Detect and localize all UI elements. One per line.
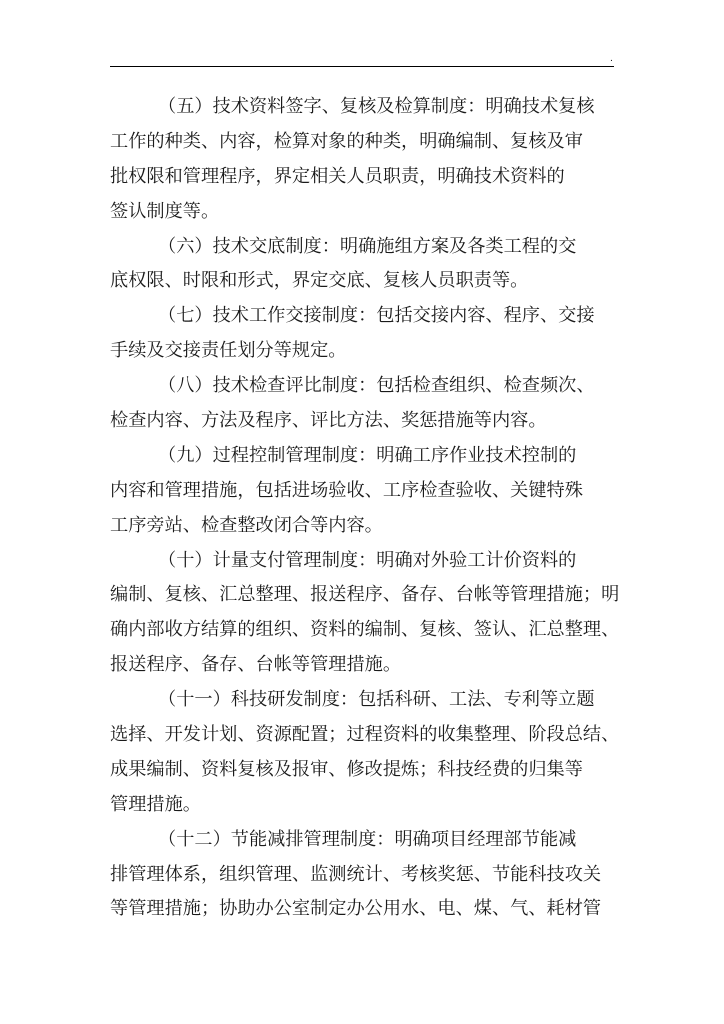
header-rule bbox=[110, 66, 614, 67]
paragraph-6-line-1: （六）技术交底制度：明确施组方案及各类工程的交 bbox=[158, 235, 577, 257]
paragraph-7-line-2: 手续及交接责任划分等规定。 bbox=[110, 340, 347, 362]
paragraph-12-line-1: （十二）节能减排管理制度：明确项目经理部节能减 bbox=[158, 828, 577, 850]
paragraph-5-line-1: （五）技术资料签字、复核及检算制度：明确技术复核 bbox=[158, 96, 595, 117]
paragraph-9-line-1: （九）过程控制管理制度：明确工序作业技术控制的 bbox=[158, 444, 577, 466]
paragraph-7-line-1: （七）技术工作交接制度：包括交接内容、程序、交接 bbox=[158, 305, 595, 327]
paragraph-8-line-2: 检查内容、方法及程序、评比方法、奖惩措施等内容。 bbox=[110, 410, 547, 432]
paragraph-12-line-3: 等管理措施；协助办公室制定办公用水、电、煤、气、耗材管 bbox=[110, 898, 602, 920]
paragraph-5-line-2: 工作的种类、内容，检算对象的种类，明确编制、复核及审 bbox=[110, 130, 583, 152]
paragraph-10-line-3: 确内部收方结算的组织、资料的编制、复核、签认、汇总整理、 bbox=[110, 619, 620, 641]
paragraph-10-line-2: 编制、复核、汇总整理、报送程序、备存、台帐等管理措施；明 bbox=[110, 584, 620, 606]
paragraph-11-line-2: 选择、开发计划、资源配置；过程资料的收集整理、阶段总结、 bbox=[110, 724, 620, 746]
header-mark: . bbox=[610, 54, 613, 64]
paragraph-9-line-3: 工序旁站、检查整改闭合等内容。 bbox=[110, 514, 383, 536]
paragraph-11-line-3: 成果编制、资料复核及报审、修改提炼；科技经费的归集等 bbox=[110, 758, 583, 780]
paragraph-9-line-2: 内容和管理措施，包括进场验收、工序检查验收、关键特殊 bbox=[110, 479, 583, 501]
paragraph-5-line-4: 签认制度等。 bbox=[110, 200, 220, 222]
paragraph-11-line-4: 管理措施。 bbox=[110, 793, 201, 815]
paragraph-6-line-2: 底权限、时限和形式，界定交底、复核人员职责等。 bbox=[110, 270, 529, 292]
paragraph-10-line-1: （十）计量支付管理制度：明确对外验工计价资料的 bbox=[158, 549, 577, 571]
paragraph-8-line-1: （八）技术检查评比制度：包括检查组织、检查频次、 bbox=[158, 375, 595, 397]
paragraph-10-line-4: 报送程序、备存、台帐等管理措施。 bbox=[110, 654, 402, 676]
paragraph-12-line-2: 排管理体系，组织管理、监测统计、考核奖惩、节能科技攻关 bbox=[110, 863, 602, 885]
body-text bbox=[110, 90, 625, 927]
paragraph-5-line-3: 批权限和管理程序，界定相关人员职责，明确技术资料的 bbox=[110, 165, 565, 187]
paragraph-11-line-1: （十一）科技研发制度：包括科研、工法、专利等立题 bbox=[158, 689, 595, 711]
